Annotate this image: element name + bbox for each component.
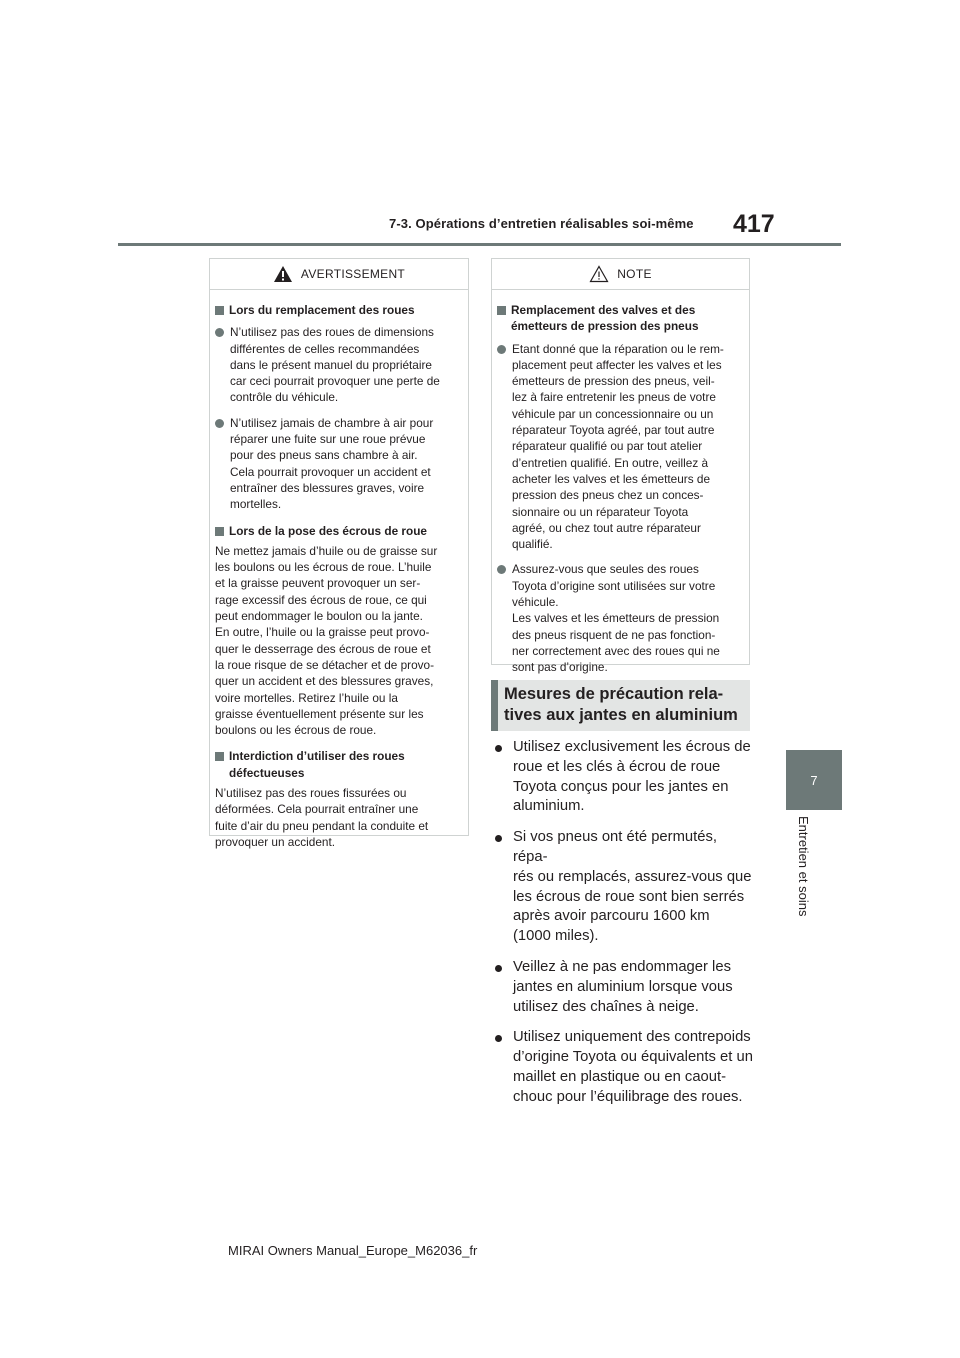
note-bullet [497,341,742,553]
note-box [491,258,750,675]
circle-bullet-icon [215,419,224,428]
warning-subheading-text: Interdiction d’utiliser des roues défectueuses [229,749,405,780]
bullet-dot-icon [495,965,502,972]
bullet-dot-icon [495,1035,502,1042]
warning-subheading-text: Lors de la pose des écrous de roue [229,523,427,538]
warning-bullet [215,415,461,513]
note-bullet [497,561,742,675]
warning-subheading [215,748,461,781]
note-box-header [492,259,749,290]
square-bullet-icon [215,527,224,536]
square-bullet-icon [215,306,224,315]
warning-bullet-text: N’utilisez pas des roues de dimensions différentes de celles recommandées dans le présent manuel du propriétaire car ceci pourrait provoquer une perte de contrôle du véhicule. [230,325,440,405]
footer-manual-id: MIRAI Owners Manual_Europe_M62036_fr [228,1243,478,1258]
circle-bullet-icon [215,328,224,337]
bullet-dot-icon [495,745,502,752]
warning-paragraph: Ne mettez jamais d’huile ou de graisse sur les boulons ou les écrous de roue. L’huile et la graisse peuvent provoquer un ser- rage excessif des écrous de roue, ce qui peut endommager le boulon ou la jante. En outre, l’huile ou la graisse peut provo- quer le desserrage des écrous de roue et la roue risque de se détacher et de provo- quer un accident et des blessures graves, voire mortelles. Retirez l’huile ou la graisse éventuellement présente sur les boulons ou les écrous de roue. [215,543,438,738]
warning-paragraph: N’utilisez pas des roues fissurées ou déformées. Cela pourrait entraîner une fuite d’air du pneu pendant la conduite et provoquer un accident. [215,786,429,849]
chapter-tab-label-text: Entretien et soins [796,816,811,917]
list-item [492,738,754,817]
warning-box-heading: AVERTISSEMENT [300,267,406,281]
warning-box-body [210,290,468,850]
section-heading: Mesures de précaution rela- tives aux jantes en aluminium [491,680,750,731]
note-bullet-text: Etant donné que la réparation ou le rem- placement peut affecter les valves et les émetteurs de pression des pneus, veil- lez à faire entretenir les pneus de votre véhicule par un concessionnaire ou un réparateur Toyota agréé, par tout autre réparateur qualifié ou par tout atelier d’entretien qualifié. En outre, veillez à acheter les valves et les émetteurs de pression des pneus chez un conces- sionnaire ou un réparateur Toyota agréé, ou chez tout autre réparateur qualifié. [512,341,724,552]
bullet-dot-icon [495,835,502,842]
caution-triangle-outline-icon [589,265,609,283]
list-item [492,828,754,947]
warning-box-header [210,259,468,290]
warning-subheading-text: Lors du remplacement des roues [229,303,415,317]
warning-subheading [215,523,461,539]
square-bullet-icon [497,306,506,315]
warning-triangle-icon [273,265,293,283]
note-subheading-text: Remplacement des valves et des émetteurs de pression des pneus [511,303,699,334]
section-header-title: 7-3. Opérations d’entretien réalisables soi-même [389,216,694,231]
header-rule [118,243,841,246]
square-bullet-icon [215,752,224,761]
circle-bullet-icon [497,565,506,574]
warning-box [209,258,469,849]
note-box-body [492,290,749,676]
note-bullet-text: Assurez-vous que seules des roues Toyota d’origine sont utilisées sur votre véhicule. Les valves et les émetteurs de pression des pneus risquent de ne pas fonction- ner correctement avec des roues qui ne sont pas d’origine. [512,562,720,675]
page-number: 417 [733,210,775,238]
list-item-text: Utilisez uniquement des contrepoids d’origine Toyota ou équivalents et un maillet en plastique ou en caout- chouc pour l’équilibrage des roues. [513,1029,753,1105]
chapter-tab-number: 7 [786,750,842,810]
warning-bullet [215,324,461,405]
note-subheading [497,302,742,335]
list-item-text: Utilisez exclusivement les écrous de roue et les clés à écrou de roue Toyota conçus pour les jantes en aluminium. [513,739,751,815]
list-item-text: Si vos pneus ont été permutés, répa- rés ou remplacés, assurez-vous que les écrous de roue sont bien serrés après avoir parcouru 1600 km (1000 miles). [513,829,752,945]
warning-bullet-text: N’utilisez jamais de chambre à air pour réparer une fuite sur une roue prévue pour des pneus sans chambre à air. Cela pourrait provoquer un accident et entraîner des blessures graves, voire mortelles. [230,415,434,512]
list-item-text: Veillez à ne pas endommager les jantes en aluminium lorsque vous utilisez des chaînes à neige. [513,958,733,1015]
warning-subheading [215,302,461,318]
list-item [492,958,754,1017]
precaution-list [492,738,754,1119]
note-box-heading: NOTE [617,267,652,281]
list-item [492,1028,754,1107]
chapter-tab-label [790,812,830,942]
circle-bullet-icon [497,345,506,354]
